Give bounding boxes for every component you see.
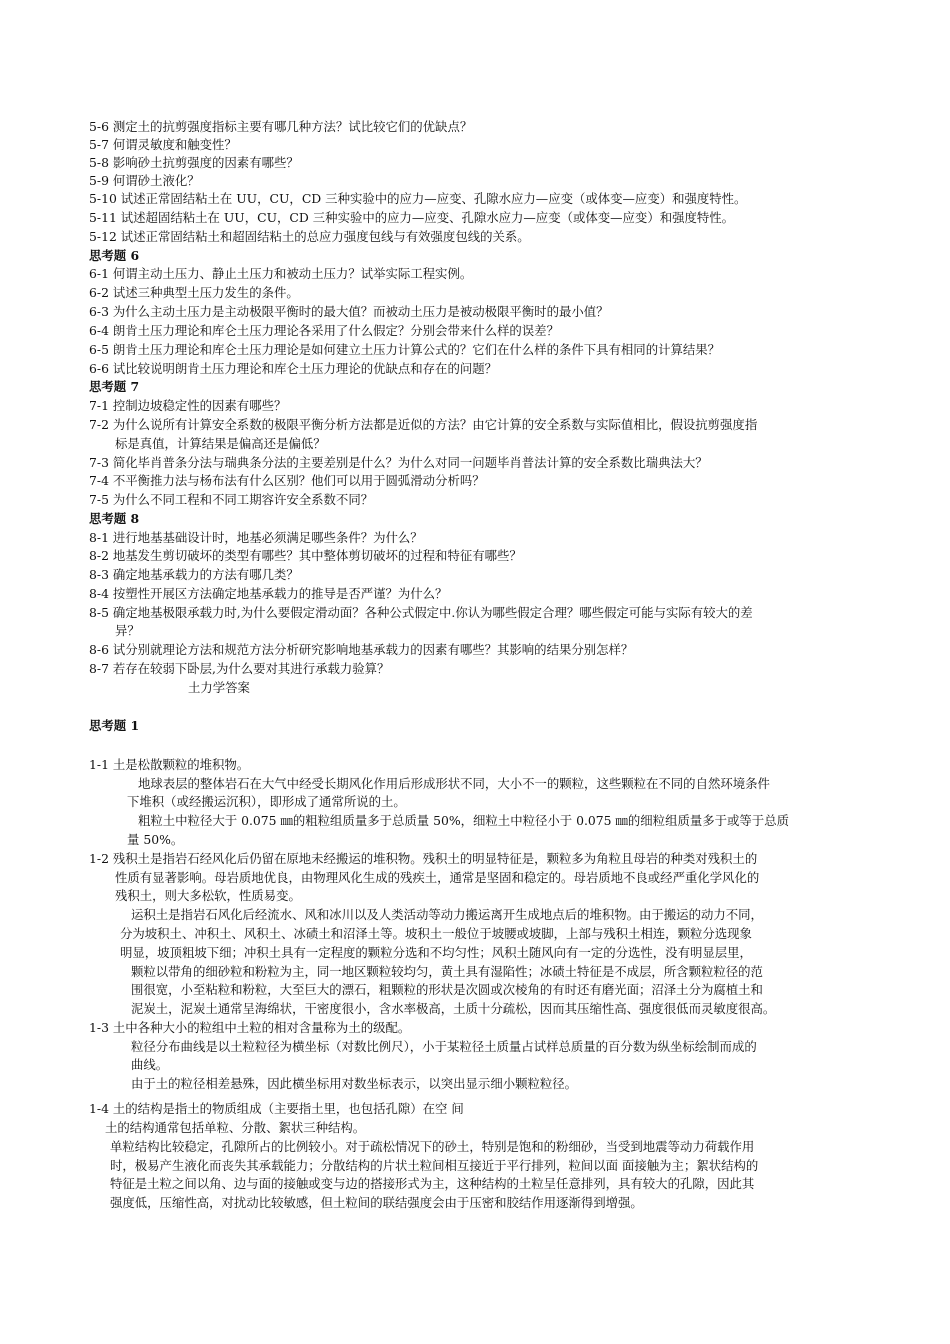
- question-6-6: 6-6 试比较说明朗肯土压力理论和库仑土压力理论的优缺点和存在的问题？: [89, 361, 498, 376]
- answer-1-4-text-3: 时，极易产生液化而丧失其承载能力；分散结构的片状土粒间相互接近于平行排列，粒间以面 面接触为主；絮状结构的: [110, 1158, 759, 1173]
- answer-1-2: 1-2 残积土是指岩石经风化后仍留在原地未经搬运的堆积物。残积土的明显特征是，颗粒多为角粒且母岩的种类对残积土的: [89, 851, 758, 866]
- question-7-1: 7-1 控制边坡稳定性的因素有哪些？: [89, 398, 287, 413]
- answer-1-2-text-8: 泥炭土，泥炭土通常呈海绵状，干密度很小，含水率极高，土质十分疏松，因而其压缩性高、强度很低而灵敏度很高。: [131, 1001, 776, 1016]
- answer-1-2-text-3: 运积土是指岩石风化后经流水、风和冰川以及人类活动等动力搬运离开生成地点后的堆积物。由于搬运的动力不同，: [131, 907, 763, 922]
- answer-1-3-text-3: 由于土的粒径相差悬殊，因此横坐标用对数坐标表示，以突出显示细小颗粒粒径。: [131, 1076, 578, 1091]
- section-heading-8: 思考题 8: [89, 511, 140, 526]
- question-8-5-cont: 异？: [115, 623, 140, 638]
- answer-1-4: 1-4 土的结构是指土的物质组成（主要指土里，也包括孔隙）在空 间: [89, 1101, 464, 1116]
- question-7-4: 7-4 不平衡推力法与杨布法有什么区别？他们可以用于圆弧滑动分析吗？: [89, 473, 485, 488]
- question-8-4: 8-4 按塑性开展区方法确定地基承载力的推导是否严谨？为什么？: [89, 586, 448, 601]
- answer-1-1-text-1: 地球表层的整体岩石在大气中经受长期风化作用后形成形状不同，大小不一的颗粒，这些颗粒在不同的自然环境条件: [138, 776, 770, 791]
- question-6-5: 6-5 朗肯土压力理论和库仑土压力理论是如何建立土压力计算公式的？它们在什么样的条件下具有相同的计算结果？: [89, 342, 721, 357]
- question-8-3: 8-3 确定地基承载力的方法有哪几类？: [89, 567, 299, 582]
- answer-1-1-text-3: 粗粒土中粒径大于 0.075 ㎜的粗粒组质量多于总质量 50%，细粒土中粒径小于 0.075 ㎜的细粒组质量多于或等于总质: [138, 813, 789, 828]
- answer-1-4-text-4: 特征是土粒之间以角、边与面的接触或变与边的搭接形式为主，这种结构的土粒呈任意排列，具有较大的孔隙，因此其: [110, 1176, 755, 1191]
- answer-1-1-text-4: 量 50%。: [127, 832, 184, 847]
- question-7-3: 7-3 简化毕肖普条分法与瑞典条分法的主要差别是什么？为什么对同一问题毕肖普法计算的安全系数比瑞典法大？: [89, 455, 708, 470]
- question-8-5: 8-5 确定地基极限承载力时,为什么要假定滑动面？各种公式假定中.你认为哪些假定合理？哪些假定可能与实际有较大的差: [89, 605, 753, 620]
- question-7-2: 7-2 为什么说所有计算安全系数的极限平衡分析方法都是近似的方法？由它计算的安全系数与实际值相比，假设抗剪强度指: [89, 417, 758, 432]
- answer-1-2-text-1: 性质有显著影响。母岩质地优良，由物理风化生成的残疾土，通常是坚固和稳定的。母岩质地不良或经严重化学风化的: [115, 870, 760, 885]
- question-8-6: 8-6 试分别就理论方法和规范方法分析研究影响地基承载力的因素有哪些？其影响的结果分别怎样？: [89, 642, 634, 657]
- answer-1-2-text-6: 颗粒以带角的细砂粒和粉粒为主，同一地区颗粒较均匀，黄土具有湿陷性；冰碛土特征是不成层，所含颗粒粒径的范: [131, 964, 763, 979]
- answer-1-2-text-5: 明显，坡顶粗坡下细；冲积土具有一定程度的颗粒分选和不均匀性；风积土随风向有一定的分选性，没有明显层里，: [120, 945, 752, 960]
- section-heading-6: 思考题 6: [89, 248, 140, 263]
- answer-1-1-text-2: 下堆积（或经搬运沉积），即形成了通常所说的土。: [127, 794, 406, 809]
- question-5-11: 5-11 试述超固结粘土在 UU，CU，CD 三种实验中的应力—应变、孔隙水应力—应变（或体变—应变）和强度特性。: [89, 210, 735, 225]
- answer-1-2-text-4: 分为坡积土、冲积土、风积土、冰碛土和沼泽土等。坡积土一般位于坡腰或坡脚，上部与残积土相连，颗粒分选现象: [120, 926, 752, 941]
- answer-1-1: 1-1 土是松散颗粒的堆积物。: [89, 757, 250, 772]
- question-6-2: 6-2 试述三种典型土压力发生的条件。: [89, 285, 299, 300]
- answer-section-heading-1: 思考题 1: [89, 718, 140, 733]
- question-5-9: 5-9 何谓砂土液化？: [89, 173, 200, 188]
- answer-1-3-text-1: 粒径分布曲线是以土粒粒径为横坐标（对数比例尺），小于某粒径土质量占试样总质量的百分数为纵坐标绘制而成的: [131, 1039, 757, 1054]
- question-5-10: 5-10 试述正常固结粘土在 UU，CU，CD 三种实验中的应力—应变、孔隙水应力—应变（或体变—应变）和强度特性。: [89, 191, 747, 206]
- answers-title: 土力学答案: [188, 680, 250, 695]
- question-7-5: 7-5 为什么不同工程和不同工期容许安全系数不同？: [89, 492, 374, 507]
- question-8-2: 8-2 地基发生剪切破坏的类型有哪些？其中整体剪切破坏的过程和特征有哪些？: [89, 548, 522, 563]
- question-5-7: 5-7 何谓灵敏度和触变性？: [89, 137, 237, 152]
- answer-1-2-text-7: 围很宽，小至粘粒和粉粒，大至巨大的漂石，粗颗粒的形状是次圆或次棱角的有时还有磨光面；沼泽土分为腐植土和: [131, 982, 763, 997]
- answer-1-3: 1-3 土中各种大小的粒组中土粒的相对含量称为土的级配。: [89, 1020, 411, 1035]
- answer-1-3-text-2: 曲线。: [131, 1057, 169, 1072]
- answer-1-4-text-5: 强度低，压缩性高，对扰动比较敏感，但土粒间的联结强度会由于压密和胶结作用逐渐得到增强。: [110, 1195, 643, 1210]
- answer-1-4-text-1: 土的结构通常包括单粒、分散、絮状三种结构。: [105, 1120, 366, 1135]
- question-5-12: 5-12 试述正常固结粘土和超固结粘土的总应力强度包线与有效强度包线的关系。: [89, 229, 530, 244]
- answer-1-2-text-2: 残积土，则大多松软，性质易变。: [115, 888, 301, 903]
- question-6-4: 6-4 朗肯土压力理论和库仑土压力理论各采用了什么假定？分别会带来什么样的误差？: [89, 323, 559, 338]
- question-5-8: 5-8 影响砂土抗剪强度的因素有哪些？: [89, 155, 299, 170]
- question-7-2-cont: 标是真值，计算结果是偏高还是偏低？: [115, 436, 326, 451]
- question-5-6: 5-6 测定土的抗剪强度指标主要有哪几种方法？试比较它们的优缺点？: [89, 119, 473, 134]
- question-8-1: 8-1 进行地基基础设计时，地基必须满足哪些条件？为什么？: [89, 530, 423, 545]
- question-6-1: 6-1 何谓主动土压力、静止土压力和被动土压力？试举实际工程实例。: [89, 266, 473, 281]
- question-8-7: 8-7 若存在较弱下卧层,为什么要对其进行承载力验算？: [89, 661, 390, 676]
- section-heading-7: 思考题 7: [89, 379, 140, 394]
- question-6-3: 6-3 为什么主动土压力是主动极限平衡时的最大值？而被动土压力是被动极限平衡时的最小值？: [89, 304, 609, 319]
- answer-1-4-text-2: 单粒结构比较稳定，孔隙所占的比例较小。对于疏松情况下的砂土，特别是饱和的粉细砂，当受到地震等动力荷载作用: [110, 1139, 755, 1154]
